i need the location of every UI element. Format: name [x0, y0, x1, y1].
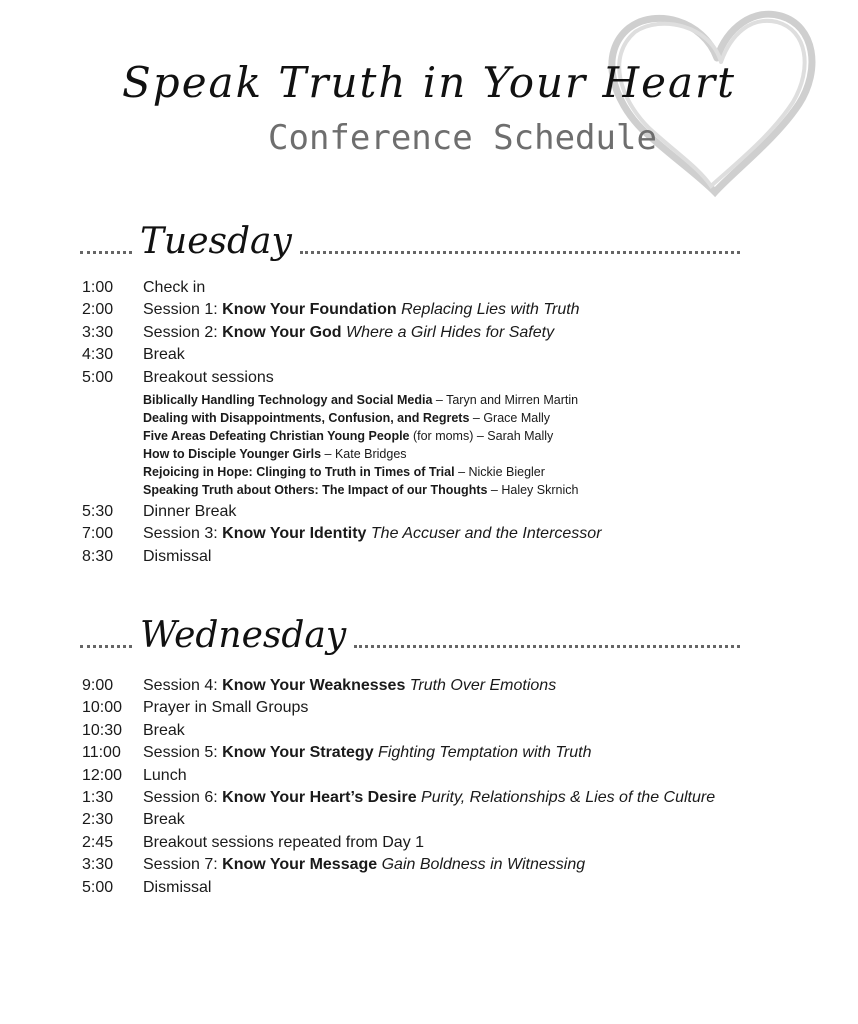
schedule-time: 1:30: [82, 788, 114, 806]
tuesday-schedule: [82, 277, 602, 568]
schedule-text: Break: [143, 811, 185, 829]
session-subtitle: The Accuser and the Intercessor: [366, 525, 602, 543]
schedule-time: 5:00: [82, 878, 114, 896]
day-header-tuesday: [80, 222, 740, 262]
schedule-description: [143, 742, 591, 764]
schedule-row: [82, 367, 517, 389]
schedule-row: [82, 344, 517, 366]
schedule-text: Dismissal: [143, 878, 212, 896]
breakout-item: [143, 427, 578, 445]
day-name-tuesday: Tuesday: [140, 221, 292, 262]
session-subtitle: Where a Girl Hides for Safety: [341, 323, 555, 341]
session-title: Know Your Strategy: [222, 744, 374, 762]
session-subtitle: Truth Over Emotions: [405, 677, 557, 694]
schedule-description: [143, 809, 185, 831]
schedule-text: Check in: [143, 279, 206, 296]
schedule-time: 2:45: [82, 833, 114, 851]
session-number: Session 6:: [143, 788, 223, 806]
session-subtitle: Replacing Lies with Truth: [396, 301, 580, 319]
session-subtitle: Fighting Temptation with Truth: [373, 744, 592, 762]
conference-subtitle: Conference Schedule: [268, 118, 657, 158]
schedule-text: Breakout sessions repeated from Day 1: [143, 833, 425, 851]
schedule-time: 5:00: [82, 368, 114, 386]
breakout-item: [143, 481, 578, 499]
breakout-title: How to Disciple Younger Girls: [143, 446, 322, 461]
session-title: Know Your Weaknesses: [222, 677, 406, 694]
session-number: Session 1:: [143, 301, 223, 319]
schedule-text: Prayer in Small Groups: [143, 699, 309, 717]
schedule-time: 2:00: [82, 301, 114, 319]
session-title: Know Your Identity: [222, 525, 367, 543]
schedule-text: Dismissal: [143, 547, 212, 565]
schedule-description: [143, 832, 424, 854]
session-number: Session 2:: [143, 323, 223, 341]
schedule-description: [143, 367, 274, 389]
schedule-description: [143, 787, 715, 809]
breakout-speaker: – Sarah Mally: [473, 428, 554, 443]
session-subtitle: Purity, Relationships & Lies of the Culture: [416, 788, 716, 806]
schedule-time: 8:30: [82, 547, 114, 565]
schedule-text: Lunch: [143, 766, 187, 784]
schedule-description: [143, 765, 187, 787]
session-title: Know Your Foundation: [222, 301, 397, 319]
schedule-text: Dinner Break: [143, 502, 237, 520]
schedule-description: [143, 697, 308, 719]
schedule-time: 5:30: [82, 502, 114, 520]
schedule-row: [82, 546, 517, 568]
schedule-description: [143, 720, 185, 742]
schedule-description: [143, 854, 585, 876]
session-title: Know Your God: [222, 323, 342, 341]
schedule-time: 10:00: [82, 699, 123, 717]
dotted-leader: [80, 251, 132, 254]
breakout-speaker: – Nickie Biegler: [454, 464, 545, 479]
schedule-row: [82, 322, 555, 344]
schedule-text: Break: [143, 721, 185, 739]
day-header-wednesday: [80, 616, 740, 656]
schedule-description: [143, 277, 205, 299]
conference-title: Speak Truth in Your Heart: [122, 58, 736, 107]
breakout-item: [143, 409, 578, 427]
session-subtitle: Gain Boldness in Witnessing: [377, 856, 586, 874]
schedule-text: Breakout sessions: [143, 368, 274, 386]
breakout-item: [143, 463, 578, 481]
breakout-speaker: – Grace Mally: [469, 410, 551, 425]
schedule-description: [143, 523, 602, 545]
day-name-wednesday: Wednesday: [140, 615, 347, 656]
schedule-description: [143, 675, 556, 697]
schedule-description: [143, 877, 211, 899]
breakout-title: Rejoicing in Hope: Clinging to Truth in Times of Trial: [143, 464, 455, 479]
schedule-row: [82, 523, 602, 545]
schedule-row: [82, 277, 517, 299]
schedule-row: [82, 501, 517, 523]
breakout-speaker: – Kate Bridges: [321, 446, 407, 461]
breakout-note: (for moms): [409, 428, 474, 443]
schedule-description: [143, 322, 554, 344]
dotted-leader: [300, 251, 740, 254]
schedule-description: [143, 344, 185, 366]
schedule-description: [143, 501, 236, 523]
breakout-title: Five Areas Defeating Christian Young People: [143, 428, 410, 443]
schedule-time: 3:30: [82, 323, 114, 341]
schedule-time: 2:30: [82, 811, 114, 829]
schedule-time: 3:30: [82, 856, 114, 874]
dotted-leader: [354, 645, 740, 648]
session-title: Know Your Message: [222, 856, 378, 874]
breakout-item: [143, 391, 578, 409]
breakout-speaker: – Taryn and Mirren Martin: [432, 392, 579, 407]
breakout-list: [143, 391, 578, 499]
schedule-time: 11:00: [82, 744, 121, 762]
schedule-time: 10:30: [82, 721, 123, 739]
schedule-description: [143, 546, 211, 568]
session-number: Session 3:: [143, 525, 223, 543]
breakout-title: Speaking Truth about Others: The Impact of our Thoughts: [143, 482, 488, 497]
breakout-title: Dealing with Disappointments, Confusion, and Regrets: [143, 410, 470, 425]
breakout-title: Biblically Handling Technology and Social Media: [143, 392, 433, 407]
breakout-item: [143, 445, 578, 463]
schedule-time: 1:00: [82, 279, 114, 296]
schedule-row: [82, 299, 580, 321]
session-number: Session 7:: [143, 856, 223, 874]
schedule-time: 7:00: [82, 525, 114, 543]
session-title: Know Your Heart’s Desire: [222, 788, 417, 806]
schedule-time: 4:30: [82, 346, 114, 364]
schedule-text: Break: [143, 346, 185, 364]
breakout-speaker: – Haley Skrnich: [487, 482, 579, 497]
session-number: Session 5:: [143, 744, 223, 762]
schedule-time: 12:00: [82, 766, 123, 784]
schedule-description: [143, 299, 580, 321]
schedule-time: 9:00: [82, 677, 114, 694]
session-number: Session 4:: [143, 677, 223, 694]
dotted-leader: [80, 645, 132, 648]
